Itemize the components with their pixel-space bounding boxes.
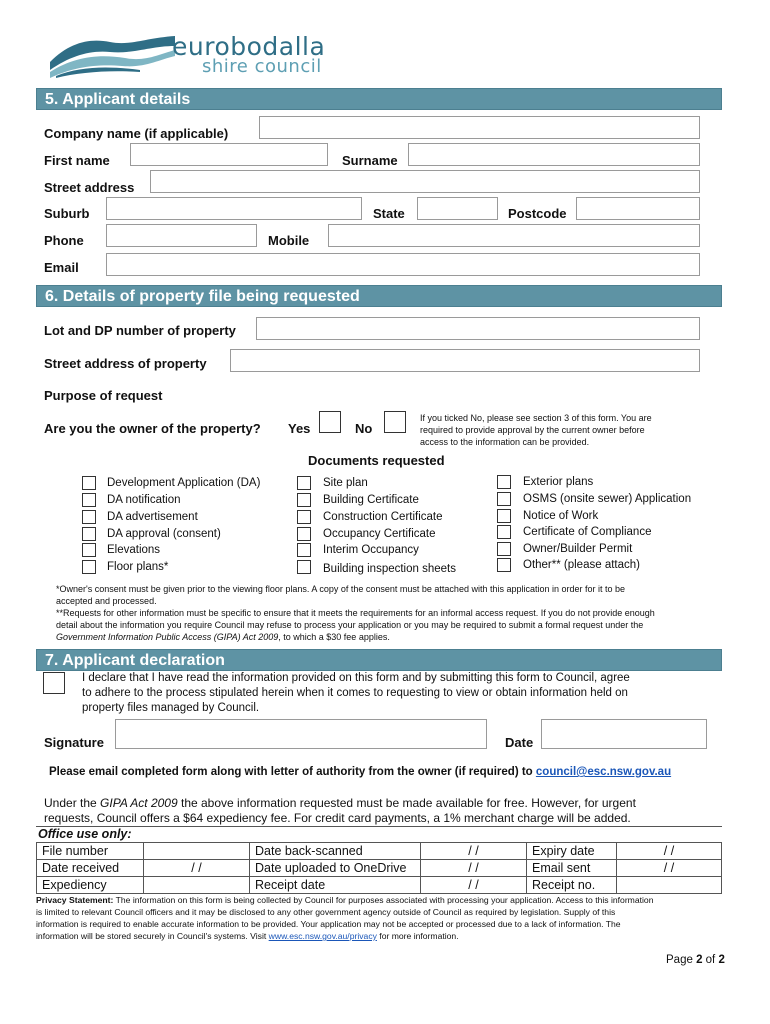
logo-text-line2: shire council xyxy=(202,56,322,77)
table-row xyxy=(37,877,722,894)
table-cell xyxy=(617,877,722,894)
first-name-label: First name xyxy=(44,153,110,168)
doc-label-floor-plans: Floor plans* xyxy=(107,561,169,573)
table-cell xyxy=(144,843,250,860)
logo-wave-icon xyxy=(50,32,180,78)
doc-checkbox-certificate-of-compliance[interactable] xyxy=(497,525,511,539)
doc-checkbox-da[interactable] xyxy=(82,476,96,490)
postcode-field[interactable] xyxy=(576,197,700,220)
street-address-label: Street address xyxy=(44,180,135,195)
signature-field[interactable] xyxy=(115,719,487,749)
phone-label: Phone xyxy=(44,233,84,248)
section-6-header: 6. Details of property file being requested xyxy=(36,285,722,307)
owner-no-checkbox[interactable] xyxy=(384,411,406,433)
owner-yes-label: Yes xyxy=(288,421,311,436)
email-label: Email xyxy=(44,260,79,275)
table-row xyxy=(37,860,722,877)
table-cell: Date uploaded to OneDrive xyxy=(250,860,421,877)
suburb-field[interactable] xyxy=(106,197,362,220)
doc-checkbox-notice-of-work[interactable] xyxy=(497,509,511,523)
table-cell: Email sent xyxy=(527,860,617,877)
signature-label: Signature xyxy=(44,735,104,750)
doc-label-da-notification: DA notification xyxy=(107,494,181,506)
purpose-label: Purpose of request xyxy=(44,388,163,403)
company-name-label: Company name (if applicable) xyxy=(44,126,229,141)
first-name-field[interactable] xyxy=(130,143,328,166)
doc-label-certificate-of-compliance: Certificate of Compliance xyxy=(523,526,652,538)
doc-label-da: Development Application (DA) xyxy=(107,477,261,489)
doc-checkbox-other[interactable] xyxy=(497,558,511,572)
doc-label-other: Other** (please attach) xyxy=(523,559,640,571)
doc-checkbox-owner-builder-permit[interactable] xyxy=(497,542,511,556)
doc-label-construction-certificate: Construction Certificate xyxy=(323,511,443,523)
doc-label-building-inspection: Building inspection sheets xyxy=(323,563,456,575)
logo-text-line1: eurobodalla xyxy=(172,32,326,61)
doc-checkbox-interim-occupancy[interactable] xyxy=(297,543,311,557)
doc-label-da-approval: DA approval (consent) xyxy=(107,528,221,540)
office-use-table xyxy=(36,842,722,894)
doc-checkbox-floor-plans[interactable] xyxy=(82,560,96,574)
property-address-field[interactable] xyxy=(230,349,700,372)
doc-label-interim-occupancy: Interim Occupancy xyxy=(323,544,419,556)
owner-note-line1: If you ticked No, please see section 3 of this form. You are xyxy=(420,413,652,423)
doc-label-owner-builder-permit: Owner/Builder Permit xyxy=(523,543,633,555)
doc-checkbox-building-inspection[interactable] xyxy=(297,560,311,574)
doc-checkbox-exterior-plans[interactable] xyxy=(497,475,511,489)
date-label: Date xyxy=(505,735,534,750)
date-field[interactable] xyxy=(541,719,707,749)
declaration-line2: to adhere to the process stipulated herein when it comes to requesting to view or obtain information held on xyxy=(82,687,628,699)
doc-label-notice-of-work: Notice of Work xyxy=(523,510,599,522)
doc-checkbox-da-notification[interactable] xyxy=(82,493,96,507)
council-logo xyxy=(50,30,340,78)
email-field[interactable] xyxy=(106,253,700,276)
doc-checkbox-elevations[interactable] xyxy=(82,543,96,557)
street-address-field[interactable] xyxy=(150,170,700,193)
section-7-header: 7. Applicant declaration xyxy=(36,649,722,671)
mobile-field[interactable] xyxy=(328,224,700,247)
postcode-label: Postcode xyxy=(508,206,567,221)
council-email-link[interactable]: council@esc.nsw.gov.au xyxy=(535,766,672,778)
table-cell: / / xyxy=(617,860,722,877)
doc-label-occupancy-certificate: Occupancy Certificate xyxy=(323,528,436,540)
doc-checkbox-site-plan[interactable] xyxy=(297,476,311,490)
declaration-checkbox[interactable] xyxy=(43,672,65,694)
lot-dp-label: Lot and DP number of property xyxy=(44,323,236,338)
state-field[interactable] xyxy=(417,197,498,220)
owner-note-line2: required to provide approval by the current owner before xyxy=(420,425,645,435)
declaration-line1: I declare that I have read the information provided on this form and by submitting this form to Council, agree xyxy=(82,672,630,684)
page-number: Page 2 of 2 xyxy=(666,954,725,966)
state-label: State xyxy=(373,206,405,221)
documents-heading: Documents requested xyxy=(308,453,445,468)
doc-checkbox-da-advertisement[interactable] xyxy=(82,510,96,524)
owner-consent-note: *Owner's consent must be given prior to the viewing floor plans. A copy of the consent must be attached with this application in order for it to be accepted and processed. **Requests for other information must be specific to ensure that it meets the requirements for an informal access request. If you do not provide enough detail about the information you require Council may refuse to process your application or you may be required to submit a formal request under the Government Information Public Access (GIPA) Act 2009, to which a $30 fee applies. xyxy=(56,584,655,642)
doc-checkbox-occupancy-certificate[interactable] xyxy=(297,527,311,541)
surname-label: Surname xyxy=(342,153,398,168)
doc-label-da-advertisement: DA advertisement xyxy=(107,511,198,523)
table-cell: Date back-scanned xyxy=(250,843,421,860)
gipa-notice: Under the GIPA Act 2009 the above information requested must be made available for free. However, for urgent requests, Council offers a $64 expediency fee. For credit card payments, a 1% merchant charge will be added. xyxy=(44,796,636,825)
doc-checkbox-construction-certificate[interactable] xyxy=(297,510,311,524)
table-cell: Receipt no. xyxy=(527,877,617,894)
email-notice: Please email completed form along with letter of authority from the owner (if required) to council@esc.nsw.gov.au xyxy=(49,766,672,778)
owner-no-label: No xyxy=(355,421,373,436)
office-divider xyxy=(36,826,722,827)
privacy-statement: Privacy Statement: The information on this form is being collected by Council for purposes associated with processing your application. Access to this information is limited to relevant Council officers and it may be disclosed to any other government agency outside of Council as required by legislation. Supply of this information is required to enable accurate information to be provided. Your application may not be accepted or processed due to a lack of information. The information will be stored securely in Council's systems. Visit www.esc.nsw.gov.au/privacy for more information. xyxy=(36,895,654,941)
table-cell: / / xyxy=(421,877,527,894)
company-name-field[interactable] xyxy=(259,116,700,139)
table-cell: / / xyxy=(617,843,722,860)
owner-note-line3: access to the information can be provided. xyxy=(420,437,590,447)
mobile-label: Mobile xyxy=(268,233,310,248)
doc-checkbox-building-certificate[interactable] xyxy=(297,493,311,507)
table-cell: Receipt date xyxy=(250,877,421,894)
owner-question-label: Are you the owner of the property? xyxy=(44,421,261,436)
owner-yes-checkbox[interactable] xyxy=(319,411,341,433)
property-address-label: Street address of property xyxy=(44,356,207,371)
section-5-header: 5. Applicant details xyxy=(36,88,722,110)
lot-dp-field[interactable] xyxy=(256,317,700,340)
table-cell: File number xyxy=(37,843,144,860)
phone-field[interactable] xyxy=(106,224,257,247)
privacy-link[interactable]: www.esc.nsw.gov.au/privacy xyxy=(268,931,377,941)
doc-label-site-plan: Site plan xyxy=(323,477,368,489)
table-row xyxy=(37,843,722,860)
doc-checkbox-osms[interactable] xyxy=(497,492,511,506)
table-cell: / / xyxy=(421,860,527,877)
table-cell: / / xyxy=(144,860,250,877)
table-cell: Expiry date xyxy=(527,843,617,860)
doc-label-elevations: Elevations xyxy=(107,544,161,556)
suburb-label: Suburb xyxy=(44,206,90,221)
declaration-line3: property files managed by Council. xyxy=(82,702,260,714)
doc-label-exterior-plans: Exterior plans xyxy=(523,476,594,488)
office-use-heading: Office use only: xyxy=(38,827,132,841)
table-cell: / / xyxy=(421,843,527,860)
table-cell: Expediency xyxy=(37,877,144,894)
doc-label-building-certificate: Building Certificate xyxy=(323,494,419,506)
table-cell: Date received xyxy=(37,860,144,877)
surname-field[interactable] xyxy=(408,143,700,166)
table-cell xyxy=(144,877,250,894)
doc-checkbox-da-approval[interactable] xyxy=(82,527,96,541)
doc-label-osms: OSMS (onsite sewer) Application xyxy=(523,493,692,505)
